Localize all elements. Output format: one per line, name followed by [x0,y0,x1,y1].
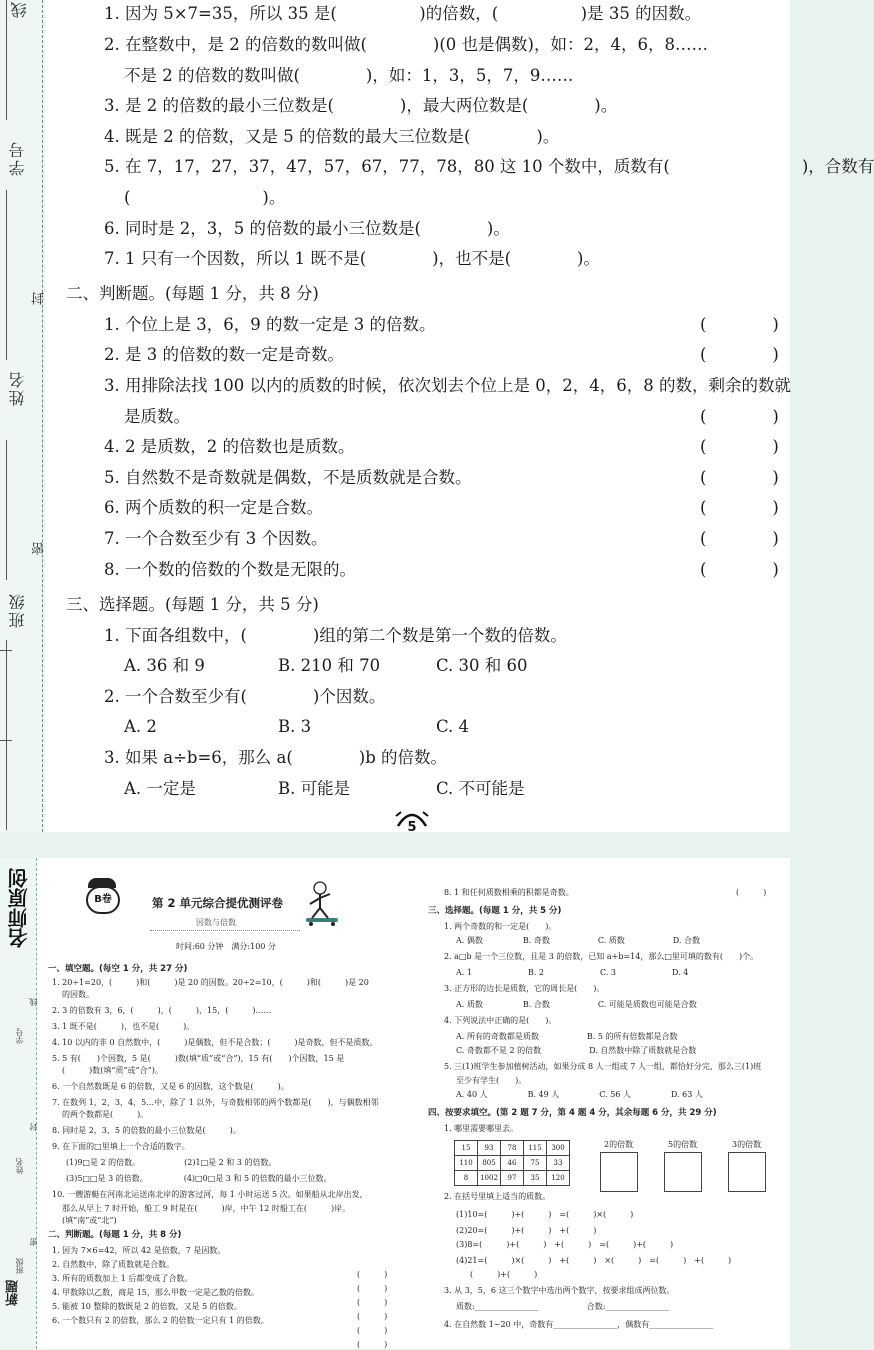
answer-paren[interactable]: ( ) [700,407,779,426]
answer-paren[interactable]: ( ) [700,437,779,456]
question-line: 5. 5 有( )个因数，5 是( )数(填“质”或“合”)，15 有( )个因数，15 是 [52,1054,345,1063]
answer-paren[interactable]: ( ) [357,1270,388,1279]
answer-box[interactable] [664,1152,702,1192]
judge-item: 7. 一个合数至少有 3 个因数。 [104,529,328,548]
question-line: A. 所有的奇数都是质数 B. 5 的所有倍数都是合数 [456,1032,678,1041]
question-line: (1)10=( )+( ) =( )×( ) [456,1210,634,1219]
question-line: 7. 在数列 1，2，3，4，5…中，除了 1 以外，与奇数相邻的两个数都是( )，与偶数相邻 [52,1098,379,1107]
section-heading: 三、选择题。(每题 1 分，共 5 分) [428,906,562,916]
question-line: 8. 同时是 2，3，5 的倍数的最小三位数是( )。 [52,1126,241,1135]
question-line: 4. 下列说法中正确的是( )。 [444,1016,557,1025]
question-line: A. 偶数 B. 奇数 C. 质数 D. 合数 [456,936,700,945]
question-line: (填“南”或“北”) [62,1216,117,1225]
question-line: A. 质数 B. 合数 C. 可能是质数也可能是合数 [456,1000,697,1009]
page-number: 5 [407,820,417,835]
choice-option[interactable]: A. 2 [124,717,157,736]
brand-tag: 新题 [6,1280,21,1306]
choice-option[interactable]: B. 210 和 70 [278,656,381,675]
margin-label-school-id: 学号 [8,140,27,176]
box-label: 5的倍数 [668,1140,698,1149]
box-label: 3的倍数 [732,1140,762,1149]
judge-item: 3. 用排除法找 100 以内的质数的时候，依次划去个位上是 0，2，4，6，8 的数，剩余的数就 [104,376,791,395]
question-line: 的两个数都是( )。 [62,1110,149,1119]
question-line: 1. 哪里需要哪里去。 [444,1124,519,1133]
section-heading: 一、填空题。(每空 1 分，共 27 分) [48,964,188,974]
table-cell: 120 [547,1171,570,1186]
judge-item: 6. 两个质数的积一定是合数。 [104,498,323,517]
question-line: 的因数。 [62,990,94,999]
margin-label-line: 线 [29,998,38,1006]
margin-label-seal: 封 [29,1123,38,1131]
question-line: (2)20=( )+( ) +( ) [456,1226,597,1235]
question-line: 3. 所有的质数加上 1 后都变成了合数。 [52,1274,193,1283]
fill-item: 5. 在 7，17，27，37，47，57，67，77，78，80 这 10 个数中，质数有( )，合数有 [104,157,874,176]
question-line: 5. 三(1)班学生参加植树活动，如果分成 8 人一组或 7 人一组，都恰好分完，那么三(1)班 [444,1062,762,1071]
question-line: 4. 在自然数 1~20 中，奇数有________________，偶数有________________ [444,1320,714,1329]
fill-item: 1. 因为 5×7=35，所以 35 是( )的倍数，( )是 35 的因数。 [104,4,702,23]
choice-option[interactable]: C. 4 [436,717,470,736]
question-line: 至少有学生( )。 [456,1076,527,1085]
question-line: 6. 一个自然数既是 6 的倍数，又是 6 的因数，这个数是( )。 [52,1082,289,1091]
table-cell: 1002 [478,1171,501,1186]
answer-paren[interactable]: ( ) [700,529,779,548]
question-line: 4. 甲数除以乙数，商是 15，那么甲数一定是乙数的倍数。 [52,1288,259,1297]
answer-paren[interactable]: ( ) [357,1340,388,1349]
margin-rule [6,0,7,120]
margin-label-school-id: 学号 [15,1028,24,1044]
margin-rule [6,190,7,360]
question-line: (1)9□是 2 的倍数。 (2)1□是 2 和 3 的倍数。 [66,1158,277,1167]
fill-item: 4. 既是 2 的倍数，又是 5 的倍数的最大三位数是( )。 [104,127,560,146]
choice-option[interactable]: A. 一定是 [124,779,196,798]
judge-item: 5. 自然数不是奇数就是偶数，不是质数就是合数。 [104,468,472,487]
question-line: 那么从早上 7 时开始，船工 9 时是在( )岸，中午 12 时船工在( )岸。 [62,1204,351,1213]
answer-paren[interactable]: ( ) [700,468,779,487]
question-line: 10. 一艘游艇在河南北运送南北岸的游客过河，每 1 小时运送 5 次。如果船从北岸出发， [52,1190,368,1199]
skateboarder-illustration [298,878,346,928]
margin-label-name: 姓名 [15,1158,24,1174]
margin-tick [0,740,12,741]
table-cell: 97 [501,1171,524,1186]
question-line: ( )数(填“质”或“合”)。 [62,1066,163,1075]
choice-option[interactable]: C. 30 和 60 [436,656,528,675]
question-line: A. 1 B. 2 C. 3 D. 4 [456,968,689,977]
fill-item: 3. 是 2 的倍数的最小三位数是( )，最大两位数是( )。 [104,96,618,115]
paper-badge: B卷 [86,886,120,914]
table-cell: 33 [547,1156,570,1171]
question-line: 2. a□b 是一个三位数，且是 3 的倍数，已知 a+b=14，那么□里可填的数有( )个。 [444,952,759,961]
margin-label-seal: 封 [32,290,47,305]
question-line: 3. 正方形的边长是质数，它的周长是( )。 [444,984,605,993]
question-line: 6. 一个数只有 2 的倍数，那么 2 的倍数一定只有 1 的倍数。 [52,1316,269,1325]
section-heading: 四、按要求填空。(第 2 题 7 分，第 4 题 4 分，其余每题 6 分，共 29 分) [428,1108,717,1118]
table-cell: 35 [524,1171,547,1186]
answer-paren[interactable]: ( ) [700,345,779,364]
judge-item: 1. 个位上是 3，6，9 的数一定是 3 的倍数。 [104,315,436,334]
answer-box[interactable] [728,1152,766,1192]
table-cell: 300 [547,1141,570,1156]
answer-paren[interactable]: ( ) [700,498,779,517]
judge-item: 是质数。 [124,407,190,426]
paper-title: 第 2 单元综合提优测评卷 [152,896,284,910]
table-cell: 110 [455,1156,478,1171]
table-cell: 46 [501,1156,524,1171]
answer-box[interactable] [600,1152,638,1192]
question-line: 1. 两个奇数的和一定是( )。 [444,922,557,931]
margin-rule [6,440,7,580]
paper-subtitle: 因数与倍数 [196,918,236,927]
question-line: 2. 自然数中，除了质数就是合数。 [52,1260,175,1269]
page-number-clock-icon [392,806,432,835]
question-line: ( )+( ) [470,1270,538,1279]
question-line: A. 40 人 B. 49 人 C. 56 人 D. 63 人 [456,1090,703,1099]
answer-paren[interactable]: ( ) [700,315,779,334]
title-rule [150,930,300,931]
question-line: 1. 因为 7×6=42，所以 42 是倍数，7 是因数。 [52,1246,226,1255]
choice-item: 1. 下面各组数中，( )组的第二个数是第一个数的倍数。 [104,626,567,645]
margin-label-class: 班级 [15,1258,24,1274]
number-table [454,1140,570,1186]
table-cell: 78 [501,1141,524,1156]
choice-option[interactable]: A. 36 和 9 [124,656,205,675]
table-cell: 93 [478,1141,501,1156]
question-line: 3. 从 3，5，6 这三个数字中选出两个数字，按要求组成两位数。 [444,1286,675,1295]
question-line: 1. 20÷1=20，( )和( )是 20 的因数。20÷2=10，( )和( )是 20 [52,978,369,987]
table-cell: 75 [524,1156,547,1171]
fill-item: 不是 2 的倍数的数叫做( )，如：1，3，5，7，9…… [124,66,574,85]
question-line: 2. 在括号里填上适当的质数。 [444,1192,551,1201]
answer-paren[interactable]: ( ) [357,1298,388,1307]
fill-item: ( )。 [124,188,286,207]
cut-line [36,858,37,1349]
question-line: 8. 1 和任何质数相乘的积都是奇数。 [444,888,574,897]
choice-option[interactable]: C. 不可能是 [436,779,525,798]
worksheet-page-bottom [0,858,790,1349]
margin-label-secret: 密 [29,1238,38,1246]
question-line: (3)5□□是 3 的倍数。 (4)□0□是 3 和 5 的倍数的最小三位数。 [66,1174,332,1183]
answer-paren[interactable]: ( ) [357,1326,388,1335]
judge-item: 8. 一个数的倍数的个数是无限的。 [104,560,356,579]
question-line: 9. 在下面的□里填上一个合适的数字。 [52,1142,190,1151]
box-label: 2的倍数 [604,1140,634,1149]
fill-item: 2. 在整数中，是 2 的倍数的数叫做( )(0 也是偶数)，如：2，4，6，8…… [104,35,708,54]
margin-rule [6,640,7,830]
question-line: (3)8=( )+( ) +( ) =( )+( ) [456,1240,674,1249]
answer-paren[interactable]: ( ) [700,560,779,579]
question-line: 4. 10 以内的非 0 自然数中，( )是偶数，但不是合数；( )是奇数，但不是质数。 [52,1038,378,1047]
question-line: (4)21=( )×( ) +( ) ×( ) =( ) +( ) [456,1256,732,1265]
judge-item: 2. 是 3 的倍数的数一定是奇数。 [104,345,344,364]
brand-logo: 名师原创 [7,868,31,948]
fill-item: 7. 1 只有一个因数，所以 1 既不是( )，也不是( )。 [104,249,600,268]
margin-label-class: 班级 [8,592,27,628]
exam-time: 时间:60 分钟 满分:100 分 [176,942,276,951]
margin-label-line: 线 [10,0,29,18]
margin-label-secret: 密 [32,540,47,555]
margin-tick [0,650,12,651]
question-line: C. 奇数都不是 2 的倍数 D. 自然数中除了质数就是合数 [456,1046,697,1055]
section-heading: 二、判断题。(每题 1 分，共 8 分) [48,1230,182,1240]
table-cell: 115 [524,1141,547,1156]
question-line: 3. 1 既不是( )，也不是( )。 [52,1022,195,1031]
fill-item: 6. 同时是 2，3，5 的倍数的最小三位数是( )。 [104,219,510,238]
margin-label-name: 姓名 [8,370,27,406]
choice-item: 3. 如果 a÷b=6，那么 a( )b 的倍数。 [104,748,448,767]
cut-line [42,0,43,832]
choice-option[interactable]: B. 可能是 [278,779,351,798]
table-cell: 15 [455,1141,478,1156]
choice-item: 2. 一个合数至少有( )个因数。 [104,687,386,706]
table-cell: 805 [478,1156,501,1171]
answer-paren[interactable]: ( ) [736,888,767,897]
table-cell: 8 [455,1171,478,1186]
answer-paren[interactable]: ( ) [357,1312,388,1321]
section-heading-judge: 二、判断题。(每题 1 分，共 8 分) [66,284,319,303]
choice-option[interactable]: B. 3 [278,717,312,736]
question-line: 5. 能被 10 整除的数既是 2 的倍数，又是 5 的倍数。 [52,1302,242,1311]
question-line: 质数:________________ 合数:________________ [456,1302,670,1311]
judge-item: 4. 2 是质数，2 的倍数也是质数。 [104,437,355,456]
section-heading-choice: 三、选择题。(每题 1 分，共 5 分) [66,595,319,614]
answer-paren[interactable]: ( ) [357,1284,388,1293]
question-line: 2. 3 的倍数有 3，6，( )，( )，15，( )…… [52,1006,272,1015]
